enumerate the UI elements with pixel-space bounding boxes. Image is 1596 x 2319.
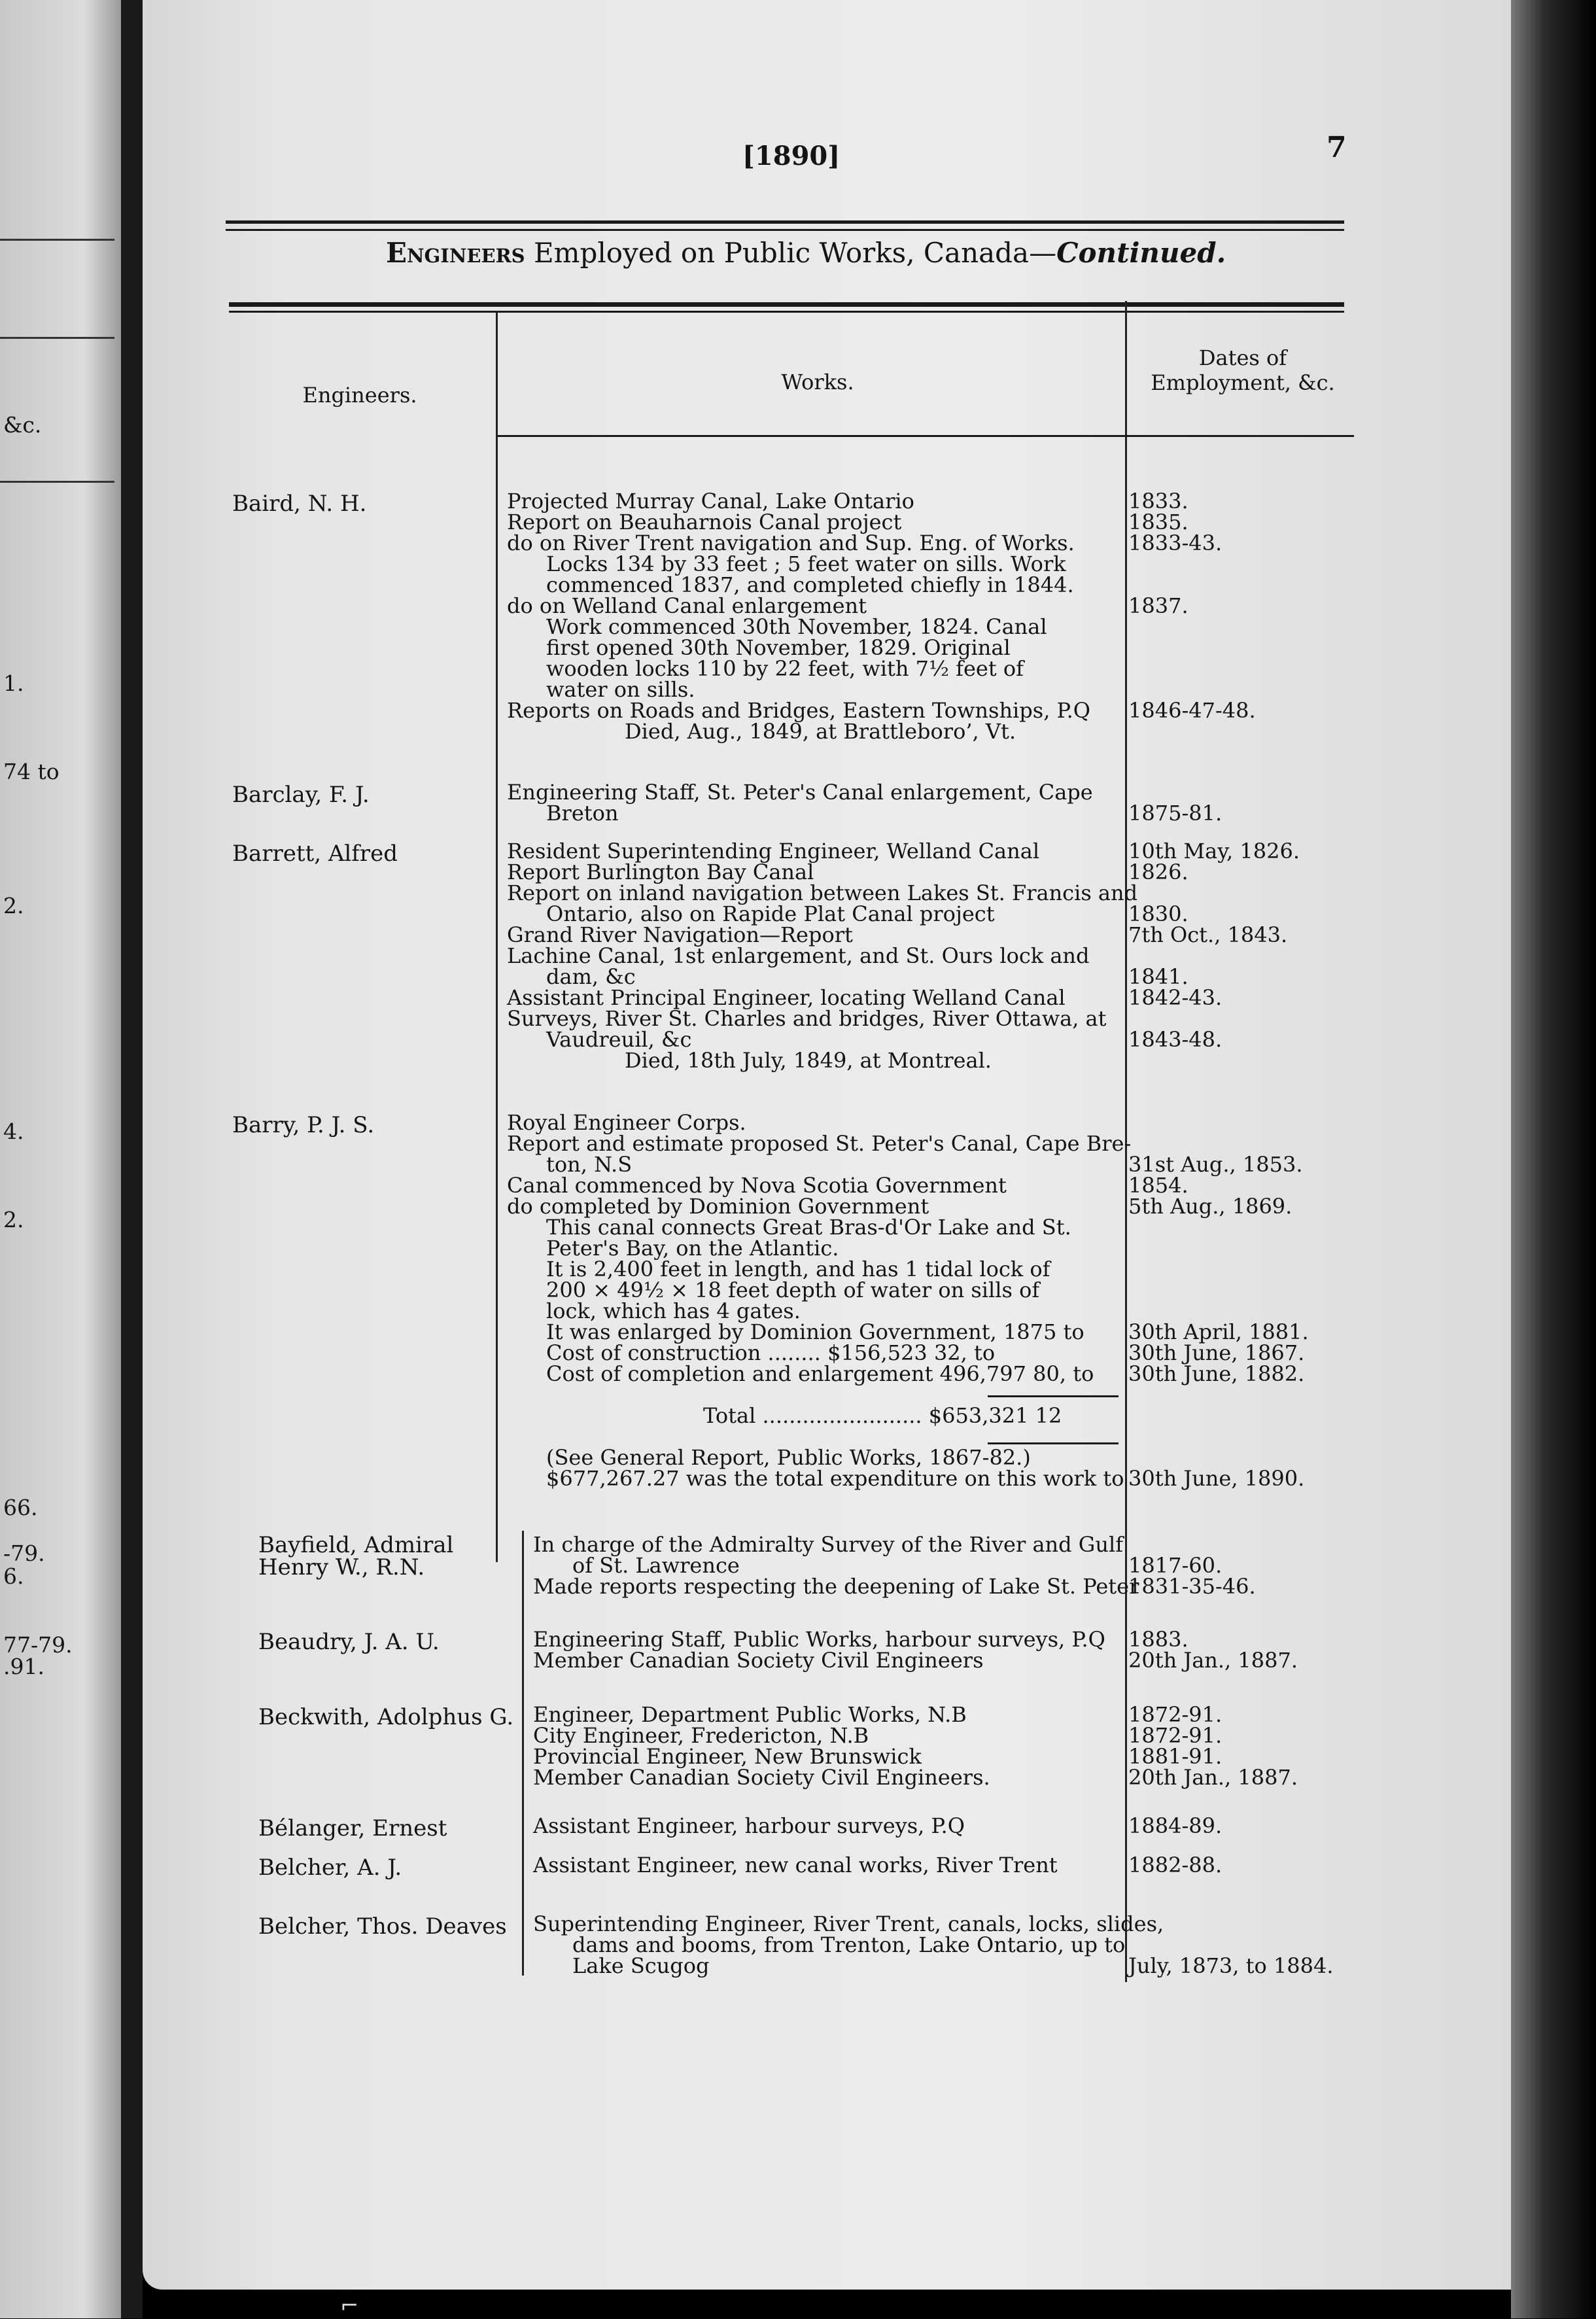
- date-cell: 5th Aug., 1869.: [1128, 1194, 1292, 1219]
- engineer-name: Bélanger, Ernest: [258, 1815, 447, 1841]
- date-cell: 1883.: [1128, 1627, 1188, 1652]
- work-line: Engineer, Department Public Works, N.B: [533, 1702, 967, 1727]
- left-rule: [0, 337, 114, 339]
- work-line: Surveys, River St. Charles and bridges, River Ottawa, at: [507, 1006, 1107, 1031]
- left-fragment: &c.: [3, 412, 42, 438]
- work-line: (See General Report, Public Works, 1867-82.): [546, 1445, 1031, 1470]
- work-line: Resident Superintending Engineer, Welland Canal: [507, 839, 1040, 863]
- work-line: Lachine Canal, 1st enlargement, and St. Ours lock and: [507, 943, 1090, 968]
- date-cell: 1837.: [1128, 593, 1188, 618]
- date-cell: 1846-47-48.: [1128, 698, 1256, 723]
- work-line: Assistant Engineer, harbour surveys, P.Q: [533, 1813, 965, 1838]
- left-fragment: 66.: [3, 1495, 38, 1520]
- work-line: Report on Beauharnois Canal project: [507, 510, 902, 534]
- work-line: Member Canadian Society Civil Engineers.: [533, 1765, 990, 1790]
- work-line: Died, Aug., 1849, at Brattleboro’, Vt.: [625, 719, 1016, 744]
- column-rule: [522, 1531, 524, 1976]
- film-mark: ⌐: [340, 2293, 359, 2319]
- work-line: Total ........................ $653,321 12: [703, 1403, 1062, 1428]
- header-bottom-rule: [497, 435, 1354, 437]
- left-rule: [0, 481, 114, 483]
- work-line: do on Welland Canal enlargement: [507, 593, 867, 618]
- work-line: Breton: [546, 801, 619, 826]
- work-line: In charge of the Admiralty Survey of the River and Gulf: [533, 1532, 1124, 1557]
- date-cell: 1872-91.: [1128, 1723, 1223, 1748]
- work-line: ton, N.S: [546, 1152, 633, 1177]
- date-cell: 20th Jan., 1887.: [1128, 1648, 1298, 1673]
- work-line: Report on inland navigation between Lakes St. Francis and: [507, 881, 1138, 905]
- work-line: do completed by Dominion Government: [507, 1194, 929, 1219]
- date-cell: 1875-81.: [1128, 801, 1223, 826]
- work-line: first opened 30th November, 1829. Original: [546, 635, 1011, 660]
- left-page-edge: [0, 0, 121, 2318]
- work-line: This canal connects Great Bras-d'Or Lake and St.: [546, 1215, 1071, 1240]
- work-line: Canal commenced by Nova Scotia Government: [507, 1173, 1007, 1198]
- date-cell: 1842-43.: [1128, 985, 1223, 1010]
- work-line: 200 × 49½ × 18 feet depth of water on sills of: [546, 1278, 1040, 1302]
- date-cell: July, 1873, to 1884.: [1128, 1953, 1334, 1978]
- left-fragment: 74 to: [3, 759, 60, 784]
- left-fragment: 1.: [3, 671, 24, 696]
- work-line: Provincial Engineer, New Brunswick: [533, 1744, 922, 1769]
- engineer-name: Barry, P. J. S.: [232, 1112, 375, 1138]
- work-line: dam, &c: [546, 964, 636, 989]
- date-cell: 20th Jan., 1887.: [1128, 1765, 1298, 1790]
- sum-rule: [988, 1442, 1119, 1444]
- date-cell: 1833-43.: [1128, 531, 1223, 555]
- date-cell: 1854.: [1128, 1173, 1188, 1198]
- engineer-name: Belcher, Thos. Deaves: [258, 1913, 507, 1940]
- work-line: commenced 1837, and completed chiefly in 1844.: [546, 572, 1074, 597]
- work-line: Died, 18th July, 1849, at Montreal.: [625, 1048, 992, 1073]
- year-heading: [1890]: [742, 141, 841, 171]
- engineer-name: Barrett, Alfred: [232, 841, 398, 867]
- work-line: Vaudreuil, &c: [546, 1027, 692, 1052]
- left-fragment: 4.: [3, 1119, 24, 1144]
- date-cell: 10th May, 1826.: [1128, 839, 1300, 863]
- sum-rule: [988, 1395, 1119, 1397]
- left-rule: [0, 239, 114, 241]
- work-line: Engineering Staff, St. Peter's Canal enlargement, Cape: [507, 780, 1093, 805]
- date-cell: 1835.: [1128, 510, 1188, 534]
- work-line: Ontario, also on Rapide Plat Canal project: [546, 901, 995, 926]
- work-line: Engineering Staff, Public Works, harbour surveys, P.Q: [533, 1627, 1105, 1652]
- work-line: Projected Murray Canal, Lake Ontario: [507, 489, 914, 514]
- header-thin-rule: [229, 311, 1344, 313]
- date-cell: 30th April, 1881.: [1128, 1319, 1309, 1344]
- work-line: lock, which has 4 gates.: [546, 1299, 801, 1323]
- date-cell: 1830.: [1128, 901, 1188, 926]
- date-cell: 1841.: [1128, 964, 1188, 989]
- engineer-name: Barclay, F. J.: [232, 782, 370, 808]
- date-cell: 1833.: [1128, 489, 1188, 514]
- top-double-rule: [226, 220, 1344, 224]
- page-number: 7: [1327, 131, 1347, 164]
- title-rest: Employed on Public Works, Canada—: [525, 237, 1057, 269]
- left-fragment: -79.: [3, 1541, 45, 1566]
- column-rule: [496, 313, 498, 1562]
- work-line: Lake Scugog: [572, 1953, 710, 1978]
- column-header-engineers: Engineers.: [302, 383, 417, 408]
- header-thick-rule: [229, 302, 1344, 307]
- right-page-edge: [1511, 0, 1596, 2318]
- work-line: Peter's Bay, on the Atlantic.: [546, 1236, 839, 1261]
- engineer-name: Beaudry, J. A. U.: [258, 1629, 440, 1655]
- work-line: Report and estimate proposed St. Peter's Canal, Cape Bre-: [507, 1131, 1132, 1156]
- column-header-works: Works.: [781, 370, 854, 394]
- date-cell: 1831-35-46.: [1128, 1574, 1256, 1599]
- work-line: Reports on Roads and Bridges, Eastern Townships, P.Q: [507, 698, 1090, 723]
- date-cell: 31st Aug., 1853.: [1128, 1152, 1303, 1177]
- work-line: wooden locks 110 by 22 feet, with 7½ feet of: [546, 656, 1024, 681]
- work-line: Member Canadian Society Civil Engineers: [533, 1648, 984, 1673]
- title-continued: Continued.: [1056, 237, 1226, 269]
- title-lead: Engineers: [386, 237, 525, 269]
- work-line: of St. Lawrence: [572, 1553, 740, 1578]
- page-title: [386, 237, 1226, 269]
- engineer-name: Beckwith, Adolphus G.: [258, 1704, 514, 1730]
- work-line: water on sills.: [546, 677, 695, 702]
- date-cell: 1884-89.: [1128, 1813, 1223, 1838]
- work-line: $677,267.27 was the total expenditure on this work to: [546, 1466, 1124, 1491]
- left-fragment: .91.: [3, 1654, 44, 1679]
- work-line: It is 2,400 feet in length, and has 1 tidal lock of: [546, 1257, 1050, 1282]
- engineer-name: Bayfield, Admiral Henry W., R.N.: [258, 1532, 454, 1580]
- work-line: Cost of construction ........ $156,523 32, to: [546, 1340, 996, 1365]
- work-line: Assistant Principal Engineer, locating Welland Canal: [507, 985, 1066, 1010]
- work-line: Work commenced 30th November, 1824. Canal: [546, 614, 1047, 639]
- date-cell: 1872-91.: [1128, 1702, 1223, 1727]
- work-line: do on River Trent navigation and Sup. Eng. of Works.: [507, 531, 1075, 555]
- left-fragment: 2.: [3, 893, 24, 918]
- work-line: Royal Engineer Corps.: [507, 1110, 746, 1135]
- date-cell: 7th Oct., 1843.: [1128, 922, 1288, 947]
- date-cell: 30th June, 1890.: [1128, 1466, 1305, 1491]
- work-line: Cost of completion and enlargement 496,797 80, to: [546, 1361, 1094, 1386]
- left-fragment: 77-79.: [3, 1632, 73, 1658]
- work-line: It was enlarged by Dominion Government, 1875 to: [546, 1319, 1084, 1344]
- date-cell: 1817-60.: [1128, 1553, 1223, 1578]
- work-line: Locks 134 by 33 feet ; 5 feet water on sills. Work: [546, 551, 1066, 576]
- work-line: Superintending Engineer, River Trent, canals, locks, slides,: [533, 1911, 1164, 1936]
- date-cell: 1882-88.: [1128, 1853, 1223, 1877]
- work-line: Assistant Engineer, new canal works, River Trent: [533, 1853, 1058, 1877]
- date-cell: 30th June, 1867.: [1128, 1340, 1305, 1365]
- work-line: dams and booms, from Trenton, Lake Ontario, up to: [572, 1932, 1126, 1957]
- left-fragment: 6.: [3, 1563, 24, 1589]
- date-cell: 1826.: [1128, 860, 1188, 884]
- engineer-name: Baird, N. H.: [232, 491, 367, 517]
- work-line: Grand River Navigation—Report: [507, 922, 853, 947]
- date-cell: 1843-48.: [1128, 1027, 1223, 1052]
- work-line: City Engineer, Fredericton, N.B: [533, 1723, 869, 1748]
- book-gutter: [121, 0, 143, 2318]
- date-cell: 30th June, 1882.: [1128, 1361, 1305, 1386]
- top-double-rule: [226, 229, 1344, 231]
- column-header-dates: Dates of Employment, &c.: [1151, 345, 1335, 395]
- work-line: Made reports respecting the deepening of Lake St. Peter: [533, 1574, 1139, 1599]
- left-fragment: 2.: [3, 1207, 24, 1232]
- work-line: Report Burlington Bay Canal: [507, 860, 814, 884]
- date-cell: 1881-91.: [1128, 1744, 1223, 1769]
- engineer-name: Belcher, A. J.: [258, 1855, 402, 1881]
